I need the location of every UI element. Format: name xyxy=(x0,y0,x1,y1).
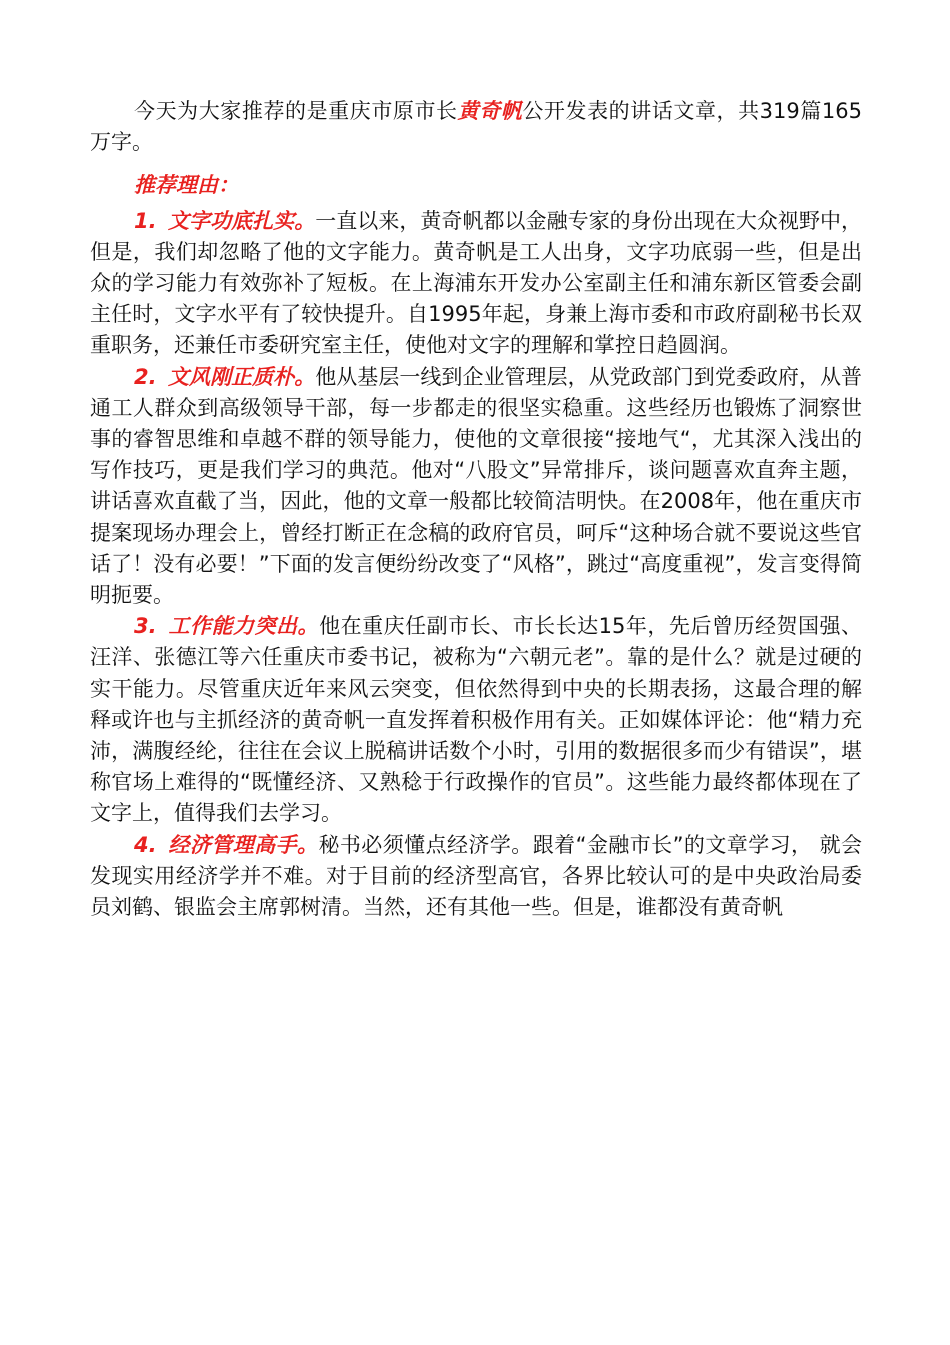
reason-body: 他从基层一线到企业管理层，从党政部门到党委政府，从普通工人群众到高级领导干部，每一步都走的很坚实稳重。这些经历也锻炼了洞察世事的睿智思维和卓越不群的领导能力，使他的文章很接“接地气“，尤其深入浅出的写作技巧，更是我们学习的典范。他对“八股文”异常排斥，谈问题喜欢直奔主题，讲话喜欢直截了当，因此，他的文章一般都比较简洁明快。在2008年，他在重庆市提案现场办理会上，曾经打断正在念稿的政府官员，呵斥“这种场合就不要说这些官话了！没有必要！”下面的发言便纷纷改变了“风格”，跳过“高度重视”，发言变得简明扼要。 xyxy=(90,364,863,608)
reason-title: 经济管理高手。 xyxy=(168,832,319,857)
intro-paragraph xyxy=(90,96,862,158)
reason-number: 3. xyxy=(134,614,157,639)
reason-title: 工作能力突出。 xyxy=(168,614,320,639)
reason-number: 2. xyxy=(134,364,157,389)
reason-paragraph-1 xyxy=(90,206,862,362)
reason-paragraph-3 xyxy=(90,611,862,829)
document-page xyxy=(90,96,862,923)
reason-title: 文风刚正质朴。 xyxy=(168,364,316,389)
reason-body: 他在重庆任副市长、市长长达15年，先后曾历经贺国强、汪洋、张德江等六任重庆市委书记，被称为“六朝元老”。靠的是什么？就是过硬的实干能力。尽管重庆近年来风云突变，但依然得到中央的长期表扬，这最合理的解释或许也与主抓经济的黄奇帆一直发挥着积极作用有关。正如媒体评论：他“精力充沛，满腹经纶，往往在会议上脱稿讲话数个小时，引用的数据很多而少有错误”，堪称官场上难得的“既懂经济、又熟稔于行政操作的官员”。这些能力最终都体现在了文字上，值得我们去学习。 xyxy=(90,614,862,826)
reason-paragraph-4 xyxy=(90,830,862,924)
reason-body: 秘书必须懂点经济学。跟着“金融市长”的文章学习， 就会发现实用经济学并不难。对于目前的经济型高官，各界比较认可的是中央政治局委员刘鹤、银监会主席郭树清。当然，还有其他一些。但是，谁都没有黄奇帆 xyxy=(90,832,863,920)
intro-text-post: 公开发表的讲话文章，共319篇165万字。 xyxy=(90,99,862,155)
reasons-heading: 推荐理由： xyxy=(134,173,239,198)
intro-text-pre: 今天为大家推荐的是重庆市原市长 xyxy=(134,99,458,123)
reason-number: 4. xyxy=(134,832,157,857)
reason-title: 文字功底扎实。 xyxy=(168,208,316,233)
highlighted-name: 黄奇帆 xyxy=(457,99,523,123)
reason-paragraph-2 xyxy=(90,362,862,612)
reason-number: 1. xyxy=(134,208,157,233)
reason-body: 一直以来，黄奇帆都以金融专家的身份出现在大众视野中，但是，我们却忽略了他的文字能力。黄奇帆是工人出身，文字功底弱一些，但是出众的学习能力有效弥补了短板。在上海浦东开发办公室副主任和浦东新区管委会副主任时，文字水平有了较快提升。自1995年起，身兼上海市委和市政府副秘书长双重职务，还兼任市委研究室主任，使他对文字的理解和掌控日趋圆润。 xyxy=(90,208,863,358)
